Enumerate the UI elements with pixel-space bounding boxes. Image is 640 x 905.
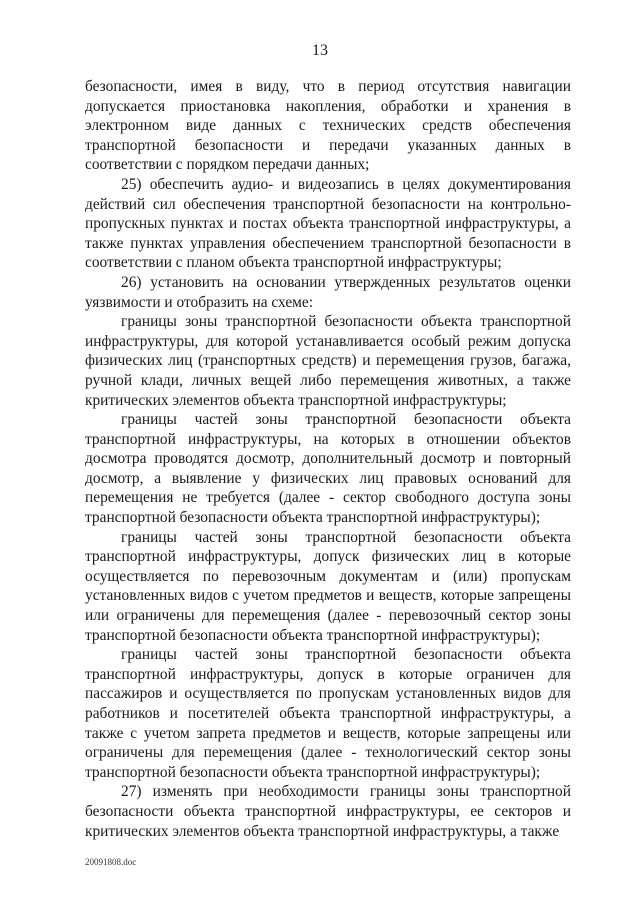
paragraph-transport-sector: границы частей зоны транспортной безопасности объекта транспортной инфраструктуры, допуск физических лиц в которые осуществляется по перевозочным документам и (или) пропускам установленных видов с учетом предметов и веществ, которые запрещены или ограничены для перемещения (далее - перевозочный сектор зоны транспортной безопасности объекта транспортной инфраструктуры); [85, 528, 571, 644]
paragraph-item-25: 25) обеспечить аудио- и видеозапись в целях документирования действий сил обеспечения транспортной безопасности на контрольно-пропускных пунктах и постах объекта транспортной инфраструктуры, а также пунктах управления обеспечением транспортной безопасности в соответствии с планом объекта транспортной инфраструктуры; [85, 175, 571, 272]
paragraph-item-26: 26) установить на основании утвержденных результатов оценки уязвимости и отобразить на схеме: [85, 273, 571, 311]
paragraph-item-27: 27) изменять при необходимости границы зоны транспортной безопасности объекта транспортной инфраструктуры, ее секторов и критических элементов объекта транспортной инфраструктуры, а также [85, 783, 571, 840]
paragraph-free-access-sector: границы частей зоны транспортной безопасности объекта транспортной инфраструктуры, на которых в отношении объектов досмотра проводятся досмотр, дополнительный досмотр и повторный досмотр, а выявление у физических лиц правовых оснований для перемещения не требуется (далее - сектор свободного доступа зоны транспортной безопасности объекта транспортной инфраструктуры); [85, 411, 571, 527]
paragraph-zone-boundaries: границы зоны транспортной безопасности объекта транспортной инфраструктуры, для которой устанавливается особый режим допуска физических лиц (транспортных средств) и перемещения грузов, багажа, ручной клади, личных вещей либо перемещения животных, а также критических элементов объекта транспортной инфраструктуры; [85, 313, 571, 409]
paragraph-continuation: безопасности, имея в виду, что в период отсутствия навигации допускается приостановка накопления, обработки и хранения в электронном виде данных с технических средств обеспечения транспортной безопасности и передачи указанных данных в соответствии с порядком передачи данных; [85, 78, 571, 174]
document-body [85, 77, 571, 841]
paragraph-technological-sector: границы частей зоны транспортной безопасности объекта транспортной инфраструктуры, допуск в которые ограничен для пассажиров и осуществляется по пропускам установленных видов для работников и посетителей объекта транспортной инфраструктуры, а также с учетом запрета предметов и веществ, которые запрещены или ограничены для перемещения (далее - технологический сектор зоны транспортной безопасности объекта транспортной инфраструктуры); [85, 646, 571, 781]
footer-filename: 20091808.doc [85, 857, 137, 867]
page-number: 13 [312, 42, 328, 59]
